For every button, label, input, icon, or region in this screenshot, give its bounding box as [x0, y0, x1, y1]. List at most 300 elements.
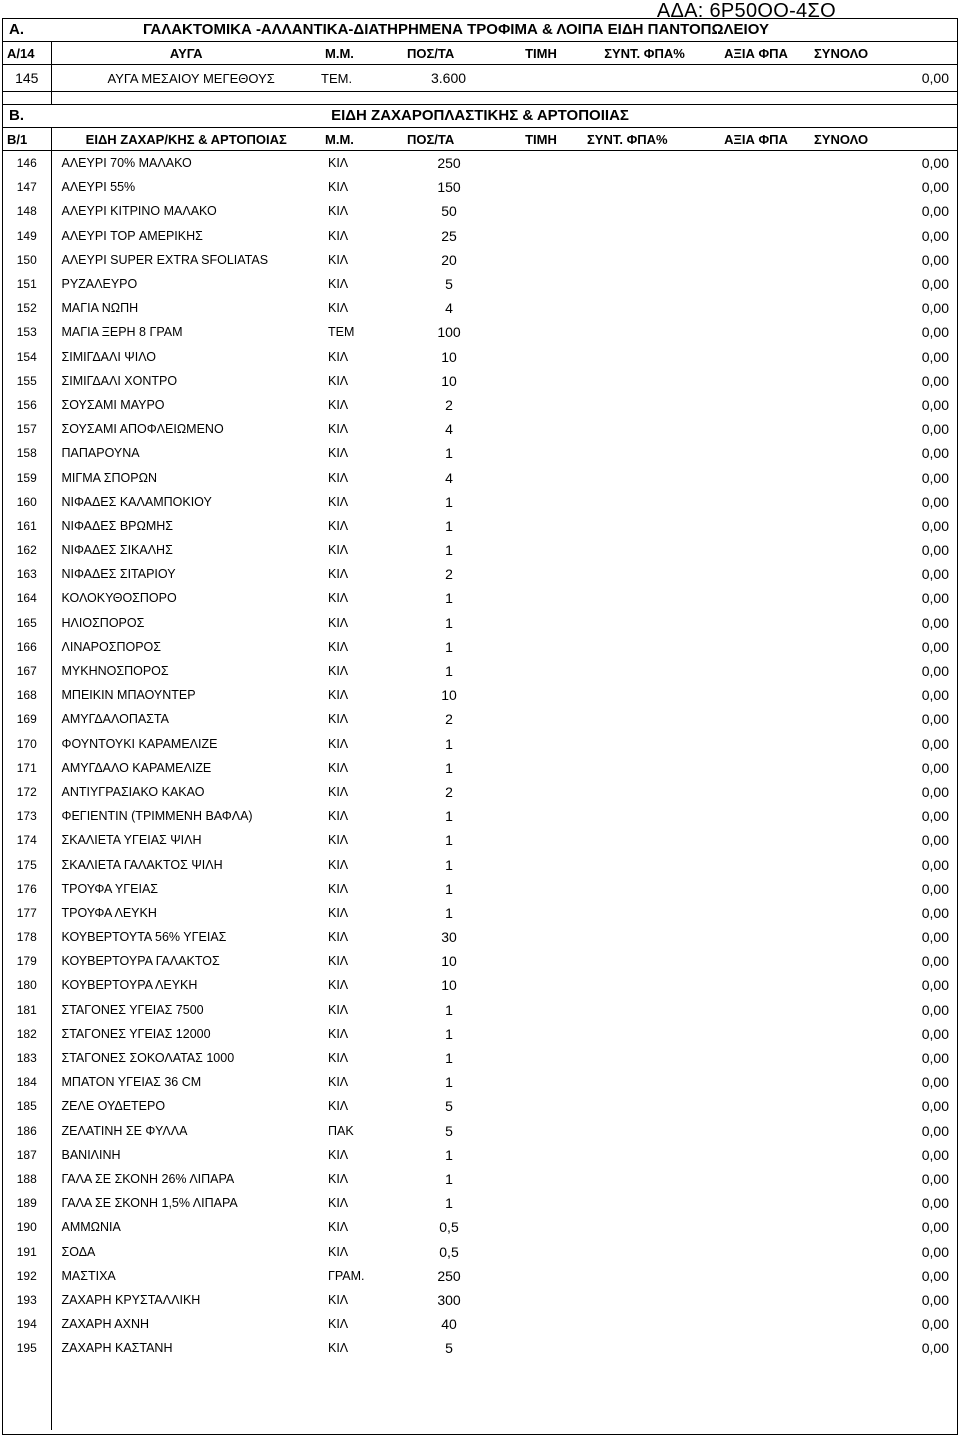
table-row [3, 828, 958, 852]
item-vat-amount [702, 973, 810, 997]
item-quantity: 1 [445, 517, 453, 534]
item-description: ΜΠΕΙΚΙΝ ΜΠΑΟΥΝΤΕΡ [61, 688, 196, 703]
item-vat-amount [702, 780, 810, 804]
item-price [495, 320, 587, 344]
item-quantity: 1 [445, 1170, 453, 1187]
item-vat-rate [587, 1143, 702, 1167]
item-vat-amount [702, 683, 810, 707]
item-price [495, 1215, 587, 1239]
item-number: 165 [3, 611, 51, 635]
table-row [3, 562, 958, 586]
item-number: 185 [3, 1094, 51, 1118]
item-vat-rate [587, 248, 702, 272]
item-number: 172 [3, 780, 51, 804]
item-number: 193 [3, 1288, 51, 1312]
table-row [3, 635, 958, 659]
item-total: 0,00 [921, 1122, 949, 1139]
item-quantity: 1 [445, 759, 453, 776]
item-total: 0,00 [921, 396, 949, 413]
item-description: ΚΟΛΟΚΥΘΟΣΠΟΡΟ [61, 591, 177, 606]
item-total: 0,00 [921, 1195, 949, 1212]
item-price [495, 998, 587, 1022]
item-unit: ΚΙΛ [328, 688, 349, 703]
item-number: 145 [3, 65, 51, 92]
item-unit: ΚΙΛ [328, 518, 349, 533]
item-description: ΝΙΦΑΔΕΣ ΒΡΩΜΗΣ [61, 518, 174, 533]
table-row [3, 1288, 958, 1312]
item-quantity: 1 [445, 880, 453, 897]
item-vat-rate [587, 1167, 702, 1191]
item-price [495, 1094, 587, 1118]
item-quantity: 1 [445, 590, 453, 607]
item-vat-amount [702, 1046, 810, 1070]
item-unit: ΚΙΛ [328, 736, 349, 751]
table-row [3, 345, 958, 369]
table-row [3, 490, 958, 514]
item-number: 160 [3, 490, 51, 514]
table-row [3, 683, 958, 707]
item-number: 149 [3, 224, 51, 248]
item-number: 179 [3, 949, 51, 973]
column-header: ΑΞΙΑ ΦΠΑ [702, 42, 810, 65]
item-description: ΚΟΥΒΕΡΤΟΥΡΑ ΛΕΥΚΗ [61, 978, 198, 993]
item-unit: ΚΙΛ [328, 857, 349, 872]
item-price [495, 659, 587, 683]
item-unit: ΚΙΛ [328, 1051, 349, 1066]
item-unit: ΚΙΛ [328, 615, 349, 630]
item-number: 173 [3, 804, 51, 828]
section-a-header-row [3, 42, 958, 65]
item-vat-rate [587, 1336, 702, 1360]
item-quantity: 1 [445, 638, 453, 655]
item-quantity: 250 [437, 155, 461, 172]
item-unit: ΚΙΛ [328, 1317, 349, 1332]
item-vat-amount [702, 1264, 810, 1288]
item-price [495, 514, 587, 538]
section-b-name: ΕΙΔΗ ΖΑΧΑΡΟΠΛΑΣΤΙΚΗΣ & ΑΡΤΟΠΟΙΙΑΣ [331, 107, 629, 124]
item-vat-amount [702, 1094, 810, 1118]
item-vat-amount [702, 514, 810, 538]
item-quantity: 2 [445, 396, 453, 413]
section-a-title [3, 19, 957, 42]
item-number: 181 [3, 998, 51, 1022]
item-unit: ΚΙΛ [328, 156, 349, 171]
item-total: 0,00 [921, 1001, 949, 1018]
item-number: 161 [3, 514, 51, 538]
item-total: 0,00 [921, 1098, 949, 1115]
column-header: Β/1 [3, 128, 51, 151]
item-quantity: 1 [445, 542, 453, 559]
item-price [495, 1288, 587, 1312]
item-quantity: 1 [445, 614, 453, 631]
item-quantity: 1 [445, 904, 453, 921]
item-price [495, 369, 587, 393]
item-vat-amount [702, 852, 810, 876]
item-vat-rate [587, 1215, 702, 1239]
item-vat-rate [587, 804, 702, 828]
item-vat-amount [702, 175, 810, 199]
item-quantity: 1 [445, 1050, 453, 1067]
item-vat-rate [587, 465, 702, 489]
item-vat-rate [587, 949, 702, 973]
item-vat-rate [587, 1119, 702, 1143]
item-quantity: 1 [445, 808, 453, 825]
item-unit: ΠΑΚ [328, 1123, 354, 1138]
item-unit: ΚΙΛ [328, 1026, 349, 1041]
item-description: ΝΙΦΑΔΕΣ ΣΙΚΑΛΗΣ [61, 543, 173, 558]
item-price [495, 199, 587, 223]
item-quantity: 10 [441, 953, 457, 970]
item-description: ΑΥΓΑ ΜΕΣΑΙΟΥ ΜΕΓΕΘΟΥΣ [51, 65, 321, 92]
item-quantity: 1 [445, 1074, 453, 1091]
item-vat-rate [587, 1094, 702, 1118]
item-vat-rate [587, 780, 702, 804]
item-unit: ΚΙΛ [328, 1196, 349, 1211]
item-total: 0,00 [921, 1267, 949, 1284]
item-unit: ΚΙΛ [328, 760, 349, 775]
item-unit: ΚΙΛ [328, 1341, 349, 1356]
table-row [3, 1022, 958, 1046]
item-price [495, 272, 587, 296]
item-number: 182 [3, 1022, 51, 1046]
item-unit: ΚΙΛ [328, 252, 349, 267]
item-description: ΑΜΥΓΔΑΛΟΠΑΣΤΑ [61, 712, 169, 727]
item-number: 187 [3, 1143, 51, 1167]
item-total: 0,00 [921, 566, 949, 583]
item-price [495, 393, 587, 417]
item-vat-amount [702, 804, 810, 828]
table-row [3, 732, 958, 756]
item-quantity: 50 [441, 203, 457, 220]
item-number: 151 [3, 272, 51, 296]
item-total: 0,00 [921, 348, 949, 365]
column-header: ΠΟΣ/ΤΑ [403, 42, 495, 65]
item-unit: ΚΙΛ [328, 712, 349, 727]
item-vat-rate [587, 1070, 702, 1094]
item-price [495, 490, 587, 514]
item-price [495, 804, 587, 828]
item-vat-amount [702, 248, 810, 272]
column-header: Μ.Μ. [321, 128, 403, 151]
table-row [3, 1312, 958, 1336]
item-price [495, 877, 587, 901]
item-total: 0,00 [921, 759, 949, 776]
item-vat-rate [587, 683, 702, 707]
item-vat-rate [587, 65, 702, 92]
item-vat-amount [702, 417, 810, 441]
item-quantity: 10 [441, 348, 457, 365]
item-total: 0,00 [921, 929, 949, 946]
item-vat-amount [702, 1215, 810, 1239]
item-price [495, 611, 587, 635]
item-vat-rate [587, 514, 702, 538]
item-number: 178 [3, 925, 51, 949]
item-number: 183 [3, 1046, 51, 1070]
table-row [3, 538, 958, 562]
item-description: ΖΑΧΑΡΗ ΚΡΥΣΤΑΛΛΙΚΗ [61, 1292, 201, 1307]
item-price [495, 973, 587, 997]
item-price [495, 441, 587, 465]
item-vat-amount [702, 1312, 810, 1336]
item-quantity: 30 [441, 929, 457, 946]
item-description: ΣΚΑΛΙΕΤΑ ΥΓΕΙΑΣ ΨΙΛΗ [61, 833, 202, 848]
item-number: 162 [3, 538, 51, 562]
item-unit: ΚΙΛ [328, 301, 349, 316]
item-vat-amount [702, 901, 810, 925]
item-unit: ΚΙΛ [328, 1292, 349, 1307]
item-unit: ΚΙΛ [328, 277, 349, 292]
table-row [3, 925, 958, 949]
item-vat-amount [702, 465, 810, 489]
item-price [495, 707, 587, 731]
table-row [3, 1264, 958, 1288]
item-number: 148 [3, 199, 51, 223]
item-price [495, 635, 587, 659]
item-price [495, 1336, 587, 1360]
item-vat-amount [702, 1022, 810, 1046]
price-list-document [2, 18, 958, 1435]
item-vat-amount [702, 635, 810, 659]
table-row [3, 1167, 958, 1191]
item-vat-amount [702, 1239, 810, 1263]
item-total: 0,00 [921, 735, 949, 752]
item-unit: ΚΙΛ [328, 1171, 349, 1186]
item-number: 150 [3, 248, 51, 272]
item-unit: ΚΙΛ [328, 180, 349, 195]
item-price [495, 1167, 587, 1191]
table-row [3, 1094, 958, 1118]
item-vat-amount [702, 877, 810, 901]
item-vat-amount [702, 949, 810, 973]
column-header: ΕΙΔΗ ΖΑΧΑΡ/ΚΗΣ & ΑΡΤΟΠΟΙΑΣ [51, 128, 321, 151]
item-vat-amount [702, 441, 810, 465]
item-vat-rate [587, 998, 702, 1022]
item-vat-amount [702, 707, 810, 731]
table-row [3, 1336, 958, 1360]
item-quantity: 2 [445, 711, 453, 728]
item-unit: ΚΙΛ [328, 591, 349, 606]
item-description: ΜΥΚΗΝΟΣΠΟΡΟΣ [61, 664, 169, 679]
item-description: ΜΠΑΤΟΝ ΥΓΕΙΑΣ 36 CM [61, 1075, 202, 1090]
item-description: ΜΑΓΙΑ ΞΕΡΗ 8 ΓΡΑΜ [61, 325, 183, 340]
item-price [495, 1143, 587, 1167]
item-quantity: 1 [445, 445, 453, 462]
item-price [495, 538, 587, 562]
item-description: ΣΚΑΛΙΕΤΑ ΓΑΛΑΚΤΟΣ ΨΙΛΗ [61, 857, 223, 872]
item-total: 0,00 [921, 227, 949, 244]
column-header: ΣΥΝΟΛΟ [810, 42, 958, 65]
table-row [3, 1143, 958, 1167]
item-vat-rate [587, 1191, 702, 1215]
item-unit: ΚΙΛ [328, 1002, 349, 1017]
item-total: 0,00 [921, 1025, 949, 1042]
item-vat-amount [702, 393, 810, 417]
item-vat-rate [587, 272, 702, 296]
item-price [495, 562, 587, 586]
item-total: 0,00 [921, 638, 949, 655]
section-a-table [3, 42, 958, 92]
item-number: 166 [3, 635, 51, 659]
item-unit: ΚΙΛ [328, 397, 349, 412]
item-description: ΖΑΧΑΡΗ ΑΧΝΗ [61, 1317, 150, 1332]
item-quantity: 0,5 [439, 1219, 459, 1236]
item-number: 190 [3, 1215, 51, 1239]
item-vat-rate [587, 417, 702, 441]
item-unit: ΚΙΛ [328, 784, 349, 799]
item-unit: ΚΙΛ [328, 905, 349, 920]
item-description: ΠΑΠΑΡΟΥΝΑ [61, 446, 140, 461]
table-row [3, 1070, 958, 1094]
item-vat-amount [702, 320, 810, 344]
item-price [495, 756, 587, 780]
item-vat-rate [587, 611, 702, 635]
item-total: 0,00 [921, 1219, 949, 1236]
item-vat-amount [702, 345, 810, 369]
table-row [3, 441, 958, 465]
item-quantity: 150 [437, 179, 461, 196]
table-row [3, 659, 958, 683]
item-description: ΣΟΥΣΑΜΙ ΑΠΟΦΛΕΙΩΜΕΝΟ [61, 422, 224, 437]
item-vat-amount [702, 611, 810, 635]
item-vat-rate [587, 877, 702, 901]
section-a-name: ΓΑΛΑΚΤΟΜΙΚΑ -ΑΛΛΑΝΤΙΚΑ-ΔΙΑΤΗΡΗΜΕΝΑ ΤΡΟΦΙΜΑ & ΛΟΙΠΑ ΕΙΔΗ ΠΑΝΤΟΠΩΛΕΙΟΥ [143, 21, 769, 38]
item-number: 188 [3, 1167, 51, 1191]
item-quantity: 5 [445, 1098, 453, 1115]
item-description: ΡΥΖΑΛΕΥΡΟ [61, 277, 138, 292]
item-vat-rate [587, 199, 702, 223]
item-vat-amount [702, 224, 810, 248]
item-quantity: 0,5 [439, 1243, 459, 1260]
item-unit: ΚΙΛ [328, 1244, 349, 1259]
item-unit: ΚΙΛ [328, 1075, 349, 1090]
item-vat-amount [702, 659, 810, 683]
item-vat-rate [587, 1312, 702, 1336]
item-vat-rate [587, 175, 702, 199]
item-unit: ΚΙΛ [328, 204, 349, 219]
item-vat-rate [587, 345, 702, 369]
item-unit: ΚΙΛ [328, 349, 349, 364]
item-vat-amount [702, 369, 810, 393]
item-number: 157 [3, 417, 51, 441]
item-quantity: 10 [441, 372, 457, 389]
item-number: 194 [3, 1312, 51, 1336]
column-header: ΑΥΓΑ [51, 42, 321, 65]
item-description: ΑΛΕΥΡΙ SUPER EXTRA SFOLIATAS [61, 252, 269, 267]
item-description: ΝΙΦΑΔΕΣ ΣΙΤΑΡΙΟΥ [61, 567, 176, 582]
item-unit: ΚΙΛ [328, 664, 349, 679]
item-total: 0,00 [921, 155, 949, 172]
item-description: ΛΙΝΑΡΟΣΠΟΡΟΣ [61, 639, 162, 654]
item-total: 0,00 [921, 614, 949, 631]
item-quantity: 40 [441, 1316, 457, 1333]
table-row [3, 756, 958, 780]
item-price [495, 175, 587, 199]
item-price [495, 1119, 587, 1143]
item-vat-amount [702, 925, 810, 949]
item-number: 171 [3, 756, 51, 780]
table-empty-area [3, 1360, 957, 1430]
item-total: 0,00 [921, 1050, 949, 1067]
item-vat-rate [587, 1264, 702, 1288]
item-vat-rate [587, 852, 702, 876]
item-description: ΣΤΑΓΟΝΕΣ ΥΓΕΙΑΣ 12000 [61, 1026, 211, 1041]
table-row [3, 1191, 958, 1215]
item-description: ΚΟΥΒΕΡΤΟΥΡΑ ΓΑΛΑΚΤΟΣ [61, 954, 220, 969]
item-quantity: 5 [445, 1122, 453, 1139]
item-vat-amount [702, 732, 810, 756]
table-row [3, 465, 958, 489]
item-unit: ΤΕΜ. [321, 65, 403, 92]
column-header: ΣΥΝΟΛΟ [810, 128, 958, 151]
item-number: 158 [3, 441, 51, 465]
item-total: 0,00 [921, 687, 949, 704]
column-header: ΤΙΜΗ [495, 128, 587, 151]
item-unit: ΚΙΛ [328, 978, 349, 993]
item-vat-amount [702, 151, 810, 176]
item-quantity: 1 [445, 856, 453, 873]
item-quantity: 10 [441, 977, 457, 994]
item-total: 0,00 [921, 1243, 949, 1260]
item-total: 0,00 [921, 977, 949, 994]
section-b-title [3, 105, 957, 128]
item-unit: ΚΙΛ [328, 422, 349, 437]
item-total: 0,00 [810, 65, 958, 92]
item-quantity: 1 [445, 1025, 453, 1042]
item-description: ΣΤΑΓΟΝΕΣ ΥΓΕΙΑΣ 7500 [61, 1002, 204, 1017]
table-row [3, 1215, 958, 1239]
table-row [3, 369, 958, 393]
item-price [495, 949, 587, 973]
item-total: 0,00 [921, 953, 949, 970]
item-description: ΤΡΟΥΦΑ ΛΕΥΚΗ [61, 905, 157, 920]
item-quantity: 5 [445, 1340, 453, 1357]
column-header: ΣΥΝΤ. ΦΠΑ% [587, 42, 702, 65]
item-unit: ΚΙΛ [328, 954, 349, 969]
item-vat-rate [587, 296, 702, 320]
table-row [3, 804, 958, 828]
item-vat-rate [587, 659, 702, 683]
item-price [495, 224, 587, 248]
item-price [495, 925, 587, 949]
item-price [495, 852, 587, 876]
table-row [3, 1239, 958, 1263]
item-number: 168 [3, 683, 51, 707]
item-quantity: 100 [437, 324, 461, 341]
item-quantity: 2 [445, 783, 453, 800]
column-header: Α/14 [3, 42, 51, 65]
item-description: ΜΙΓΜΑ ΣΠΟΡΩΝ [61, 470, 157, 485]
item-total: 0,00 [921, 445, 949, 462]
item-unit: ΚΙΛ [328, 446, 349, 461]
item-price [495, 1239, 587, 1263]
item-description: ΑΛΕΥΡΙ 55% [61, 180, 136, 195]
item-number: 184 [3, 1070, 51, 1094]
section-a-letter: Α. [9, 21, 24, 38]
item-vat-amount [702, 586, 810, 610]
item-number: 180 [3, 973, 51, 997]
item-price [495, 345, 587, 369]
column-header: Μ.Μ. [321, 42, 403, 65]
item-total: 0,00 [921, 808, 949, 825]
table-row [3, 707, 958, 731]
item-description: ΑΛΕΥΡΙ 70% ΜΑΛΑΚΟ [61, 156, 192, 171]
item-vat-amount [702, 538, 810, 562]
table-row [3, 65, 958, 92]
item-total: 0,00 [921, 590, 949, 607]
document-ada-code: ΑΔΑ: 6Ρ50ΟΟ-4ΣΟ [656, 0, 836, 22]
section-b-header-row [3, 128, 958, 151]
item-vat-amount [702, 1119, 810, 1143]
